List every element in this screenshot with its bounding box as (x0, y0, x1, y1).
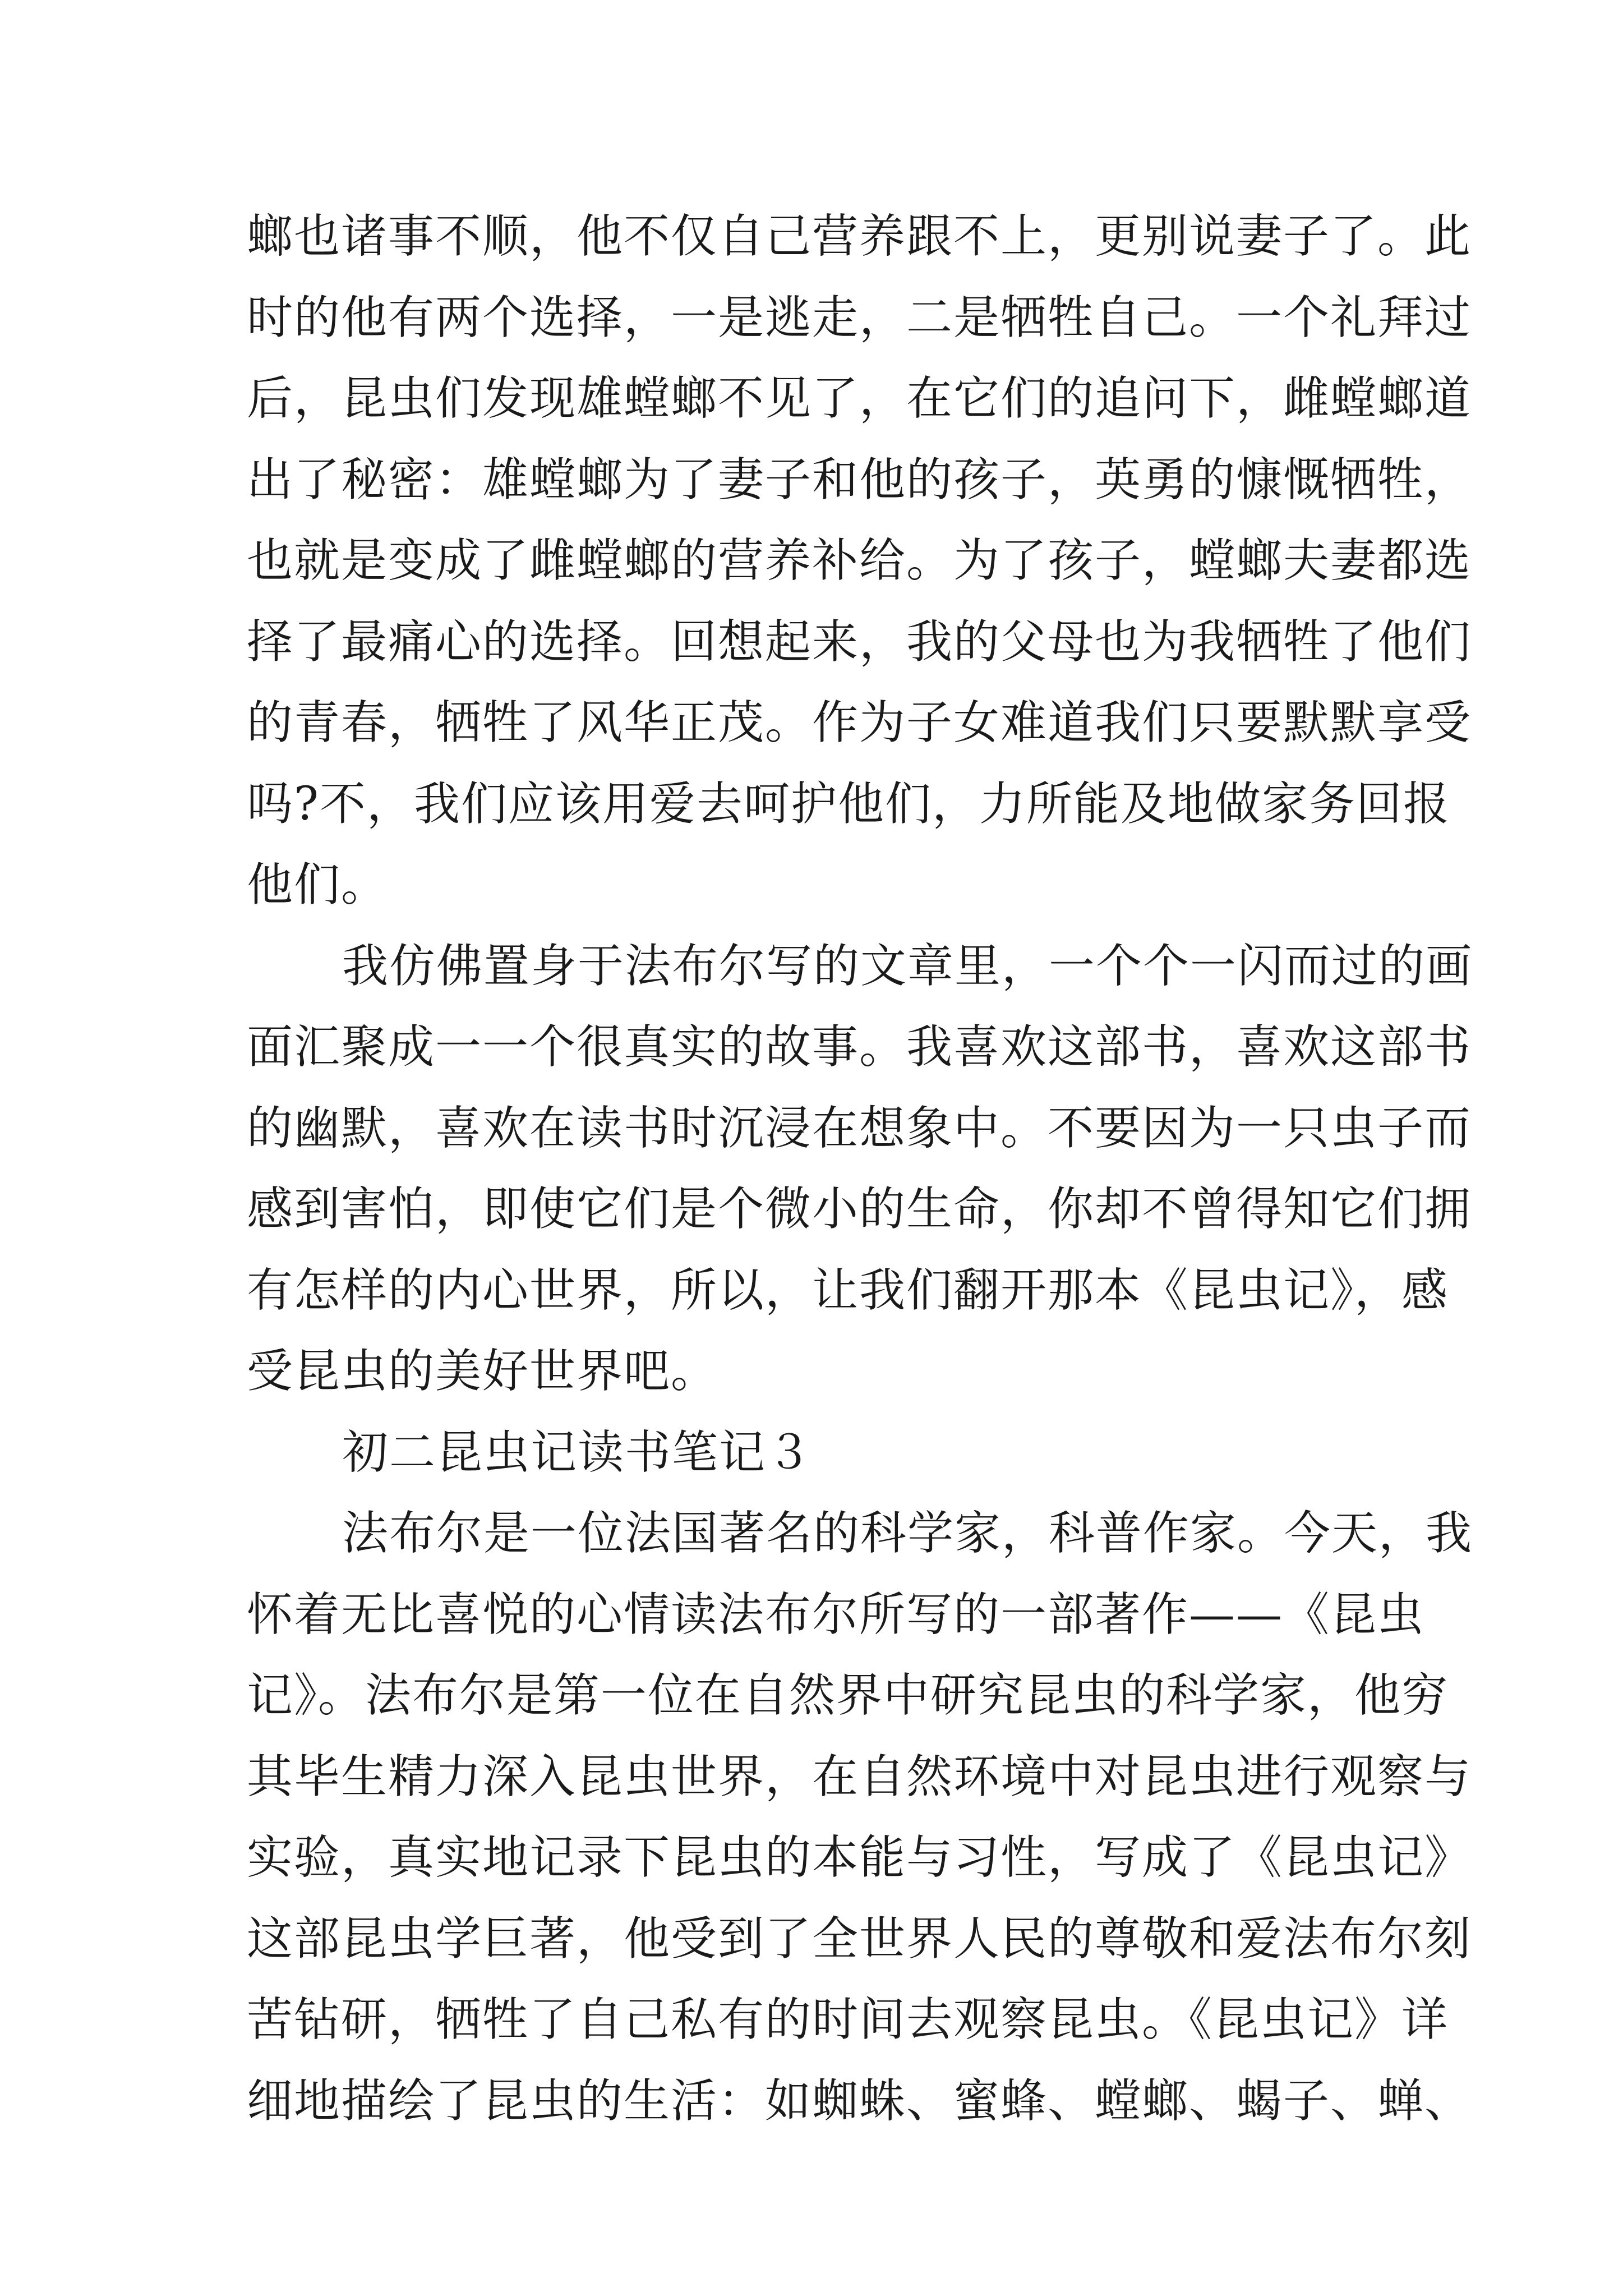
text-line: 感到害怕，即使它们是个微小的生命，你却不曾得知它们拥 (247, 1182, 1472, 1236)
text-line: 这部昆虫学巨著，他受到了全世界人民的尊敬和爱法布尔刻 (247, 1912, 1472, 1966)
text-line: 时的他有两个选择，一是逃走，二是牺牲自己。一个礼拜过 (247, 291, 1472, 344)
text-line: 受昆虫的美好世界吧。 (247, 1345, 718, 1398)
section-heading: 初二昆虫记读书笔记３ (342, 1425, 814, 1479)
text-line: 的青春，牺牲了风华正茂。作为子女难道我们只要默默享受 (247, 696, 1472, 749)
text-line: 细地描绘了昆虫的生活：如蜘蛛、蜜蜂、螳螂、蝎子、蝉、 (247, 2074, 1472, 2128)
text-line: 吗?不，我们应该用爱去呵护他们，力所能及地做家务回报 (247, 777, 1450, 831)
text-line: 其毕生精力深入昆虫世界，在自然环境中对昆虫进行观察与 (247, 1750, 1472, 1803)
text-line: 怀着无比喜悦的心情读法布尔所写的一部著作——《昆虫 (247, 1588, 1425, 1641)
text-line: 也就是变成了雌螳螂的营养补给。为了孩子，螳螂夫妻都选 (247, 534, 1472, 587)
text-line: 他们。 (247, 858, 389, 912)
text-line: 出了秘密：雄螳螂为了妻子和他的孩子，英勇的慷慨牺牲， (247, 453, 1472, 507)
text-line: 苦钻研，牺牲了自己私有的时间去观察昆虫。《昆虫记》详 (247, 1993, 1449, 2046)
text-line: 的幽默，喜欢在读书时沉浸在想象中。不要因为一只虫子而 (247, 1101, 1472, 1155)
text-line: 有怎样的内心世界，所以，让我们翻开那本《昆虫记》，感 (247, 1263, 1449, 1317)
text-line: 择了最痛心的选择。回想起来，我的父母也为我牺牲了他们 (247, 615, 1472, 669)
paragraph-start-line: 我仿佛置身于法布尔写的文章里，一个个一闪而过的画 (342, 939, 1473, 993)
paragraph-start-line: 法布尔是一位法国著名的科学家，科普作家。今天，我 (342, 1507, 1473, 1560)
text-line: 螂也诸事不顺，他不仅自己营养跟不上，更别说妻子了。此 (247, 210, 1472, 263)
text-line: 实验，真实地记录下昆虫的本能与习性，写成了《昆虫记》 (247, 1831, 1472, 1884)
text-line: 后，昆虫们发现雄螳螂不见了，在它们的追问下，雌螳螂道 (247, 372, 1472, 425)
text-line: 记》。法布尔是第一位在自然界中研究昆虫的科学家，他穷 (247, 1669, 1449, 1722)
document-body (247, 196, 1473, 2142)
text-line: 面汇聚成一一个很真实的故事。我喜欢这部书，喜欢这部书 (247, 1020, 1472, 1074)
